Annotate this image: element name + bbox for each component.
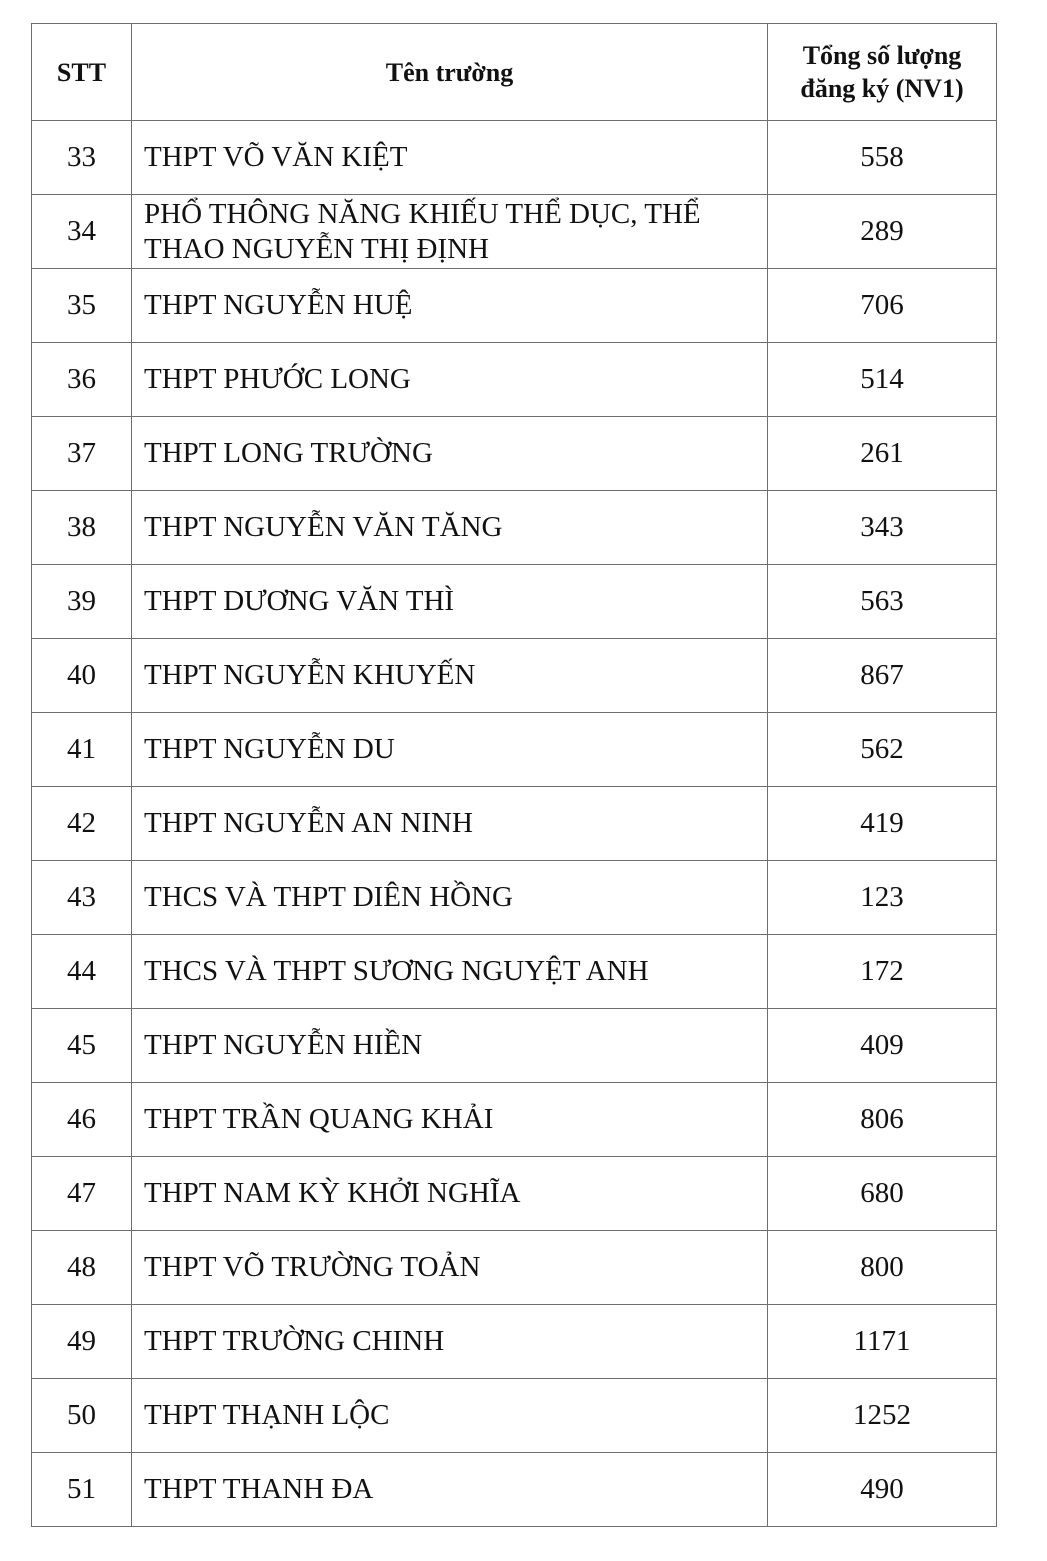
- table-row: [32, 1453, 997, 1527]
- row-registration-count: 1171: [768, 1305, 997, 1379]
- row-school-name: THPT NGUYỄN DU: [132, 713, 768, 787]
- row-school-name: THPT NAM KỲ KHỞI NGHĨA: [132, 1157, 768, 1231]
- school-registration-table: [31, 23, 997, 1527]
- table-row: [32, 417, 997, 491]
- row-stt: 50: [32, 1379, 132, 1453]
- table-row: [32, 1231, 997, 1305]
- row-stt: 35: [32, 269, 132, 343]
- row-stt: 48: [32, 1231, 132, 1305]
- table-row: [32, 565, 997, 639]
- row-school-name: THPT DƯƠNG VĂN THÌ: [132, 565, 768, 639]
- row-stt: 51: [32, 1453, 132, 1527]
- row-stt: 33: [32, 121, 132, 195]
- table-row: [32, 1157, 997, 1231]
- header-registration-count: [768, 24, 997, 121]
- row-registration-count: 172: [768, 935, 997, 1009]
- table-header-row: [32, 24, 997, 121]
- row-school-name: THPT NGUYỄN AN NINH: [132, 787, 768, 861]
- row-school-name: THPT VÕ VĂN KIỆT: [132, 121, 768, 195]
- table-row: [32, 195, 997, 269]
- table-row: [32, 1305, 997, 1379]
- row-school-name: THPT THẠNH LỘC: [132, 1379, 768, 1453]
- table-row: [32, 861, 997, 935]
- header-school-name: Tên trường: [132, 24, 768, 121]
- table-row: [32, 639, 997, 713]
- row-registration-count: 289: [768, 195, 997, 269]
- row-registration-count: 490: [768, 1453, 997, 1527]
- row-school-name: THCS VÀ THPT DIÊN HỒNG: [132, 861, 768, 935]
- row-school-name: PHỔ THÔNG NĂNG KHIẾU THỂ DỤC, THỂ THAO NGUYỄN THỊ ĐỊNH: [132, 195, 768, 269]
- row-stt: 46: [32, 1083, 132, 1157]
- row-stt: 40: [32, 639, 132, 713]
- table-row: [32, 1083, 997, 1157]
- row-school-name: THPT NGUYỄN HIỀN: [132, 1009, 768, 1083]
- row-school-name: THPT NGUYỄN KHUYẾN: [132, 639, 768, 713]
- row-school-name: THPT TRẦN QUANG KHẢI: [132, 1083, 768, 1157]
- row-school-name: THPT THANH ĐA: [132, 1453, 768, 1527]
- table-row: [32, 121, 997, 195]
- row-registration-count: 514: [768, 343, 997, 417]
- row-registration-count: 558: [768, 121, 997, 195]
- row-registration-count: 1252: [768, 1379, 997, 1453]
- row-school-name: THCS VÀ THPT SƯƠNG NGUYỆT ANH: [132, 935, 768, 1009]
- row-registration-count: 123: [768, 861, 997, 935]
- table-row: [32, 787, 997, 861]
- row-school-name: THPT TRƯỜNG CHINH: [132, 1305, 768, 1379]
- row-stt: 37: [32, 417, 132, 491]
- row-stt: 43: [32, 861, 132, 935]
- row-school-name: THPT NGUYỄN VĂN TĂNG: [132, 491, 768, 565]
- row-registration-count: 806: [768, 1083, 997, 1157]
- table-row: [32, 935, 997, 1009]
- row-stt: 45: [32, 1009, 132, 1083]
- row-stt: 44: [32, 935, 132, 1009]
- row-stt: 36: [32, 343, 132, 417]
- row-registration-count: 562: [768, 713, 997, 787]
- row-stt: 42: [32, 787, 132, 861]
- row-registration-count: 563: [768, 565, 997, 639]
- table-row: [32, 269, 997, 343]
- row-registration-count: 800: [768, 1231, 997, 1305]
- row-registration-count: 409: [768, 1009, 997, 1083]
- row-stt: 49: [32, 1305, 132, 1379]
- row-school-name: THPT VÕ TRƯỜNG TOẢN: [132, 1231, 768, 1305]
- table-row: [32, 1379, 997, 1453]
- table-row: [32, 491, 997, 565]
- table-row: [32, 713, 997, 787]
- row-stt: 47: [32, 1157, 132, 1231]
- row-school-name: THPT PHƯỚC LONG: [132, 343, 768, 417]
- row-stt: 41: [32, 713, 132, 787]
- row-stt: 39: [32, 565, 132, 639]
- header-count-line2: đăng ký (NV1): [800, 74, 964, 103]
- header-count-line1: Tổng số lượng: [802, 41, 962, 70]
- row-registration-count: 867: [768, 639, 997, 713]
- row-stt: 38: [32, 491, 132, 565]
- row-registration-count: 261: [768, 417, 997, 491]
- row-registration-count: 343: [768, 491, 997, 565]
- table-row: [32, 343, 997, 417]
- row-school-name: THPT LONG TRƯỜNG: [132, 417, 768, 491]
- row-registration-count: 706: [768, 269, 997, 343]
- table-row: [32, 1009, 997, 1083]
- row-stt: 34: [32, 195, 132, 269]
- row-registration-count: 419: [768, 787, 997, 861]
- row-school-name: THPT NGUYỄN HUỆ: [132, 269, 768, 343]
- row-registration-count: 680: [768, 1157, 997, 1231]
- header-stt: STT: [32, 24, 132, 121]
